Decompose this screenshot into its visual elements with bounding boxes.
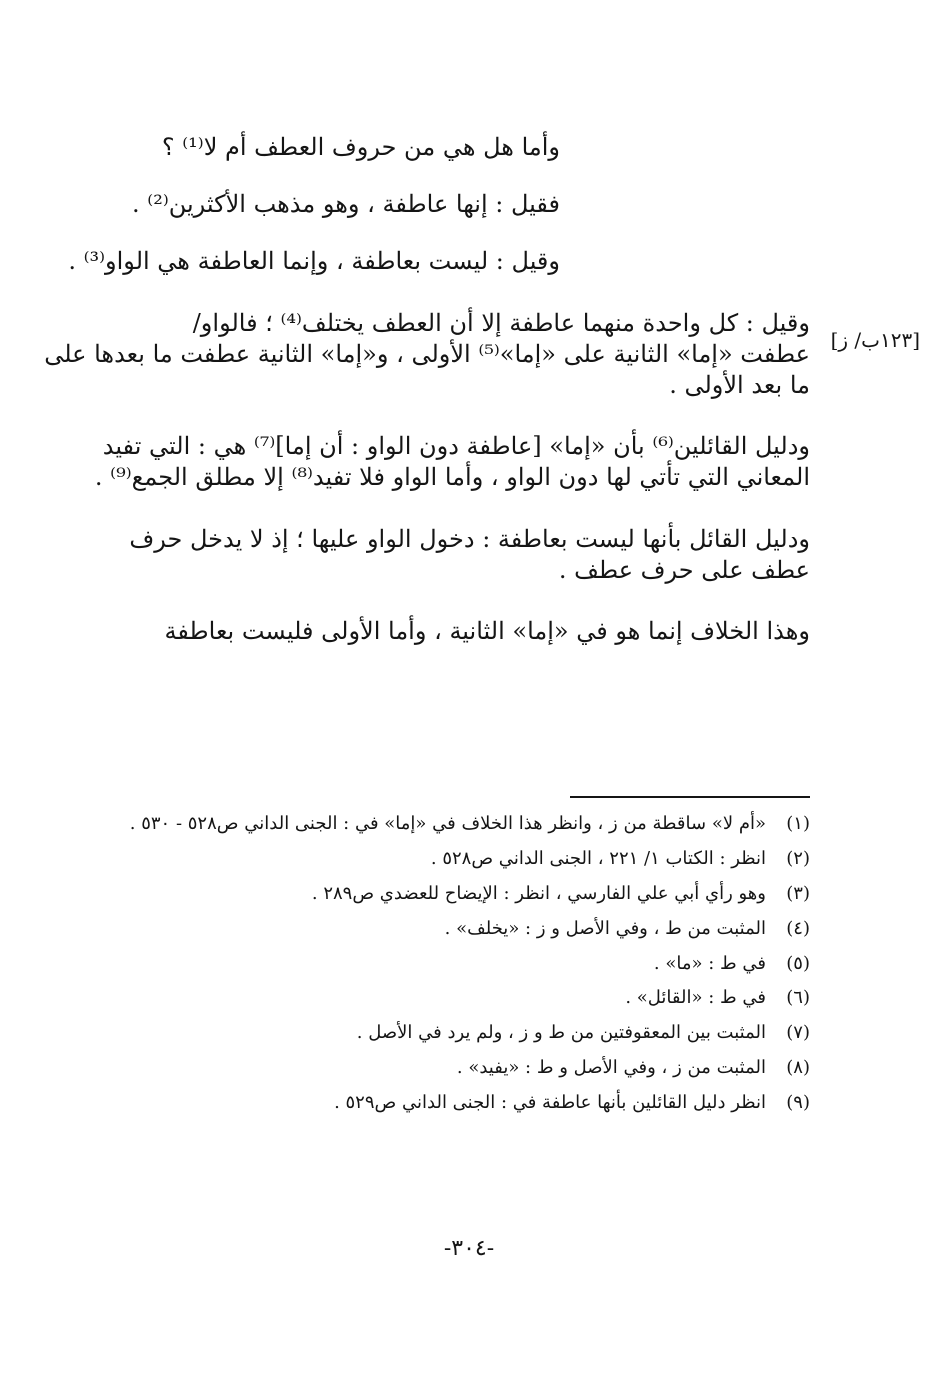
footnote-number: (٥) (786, 952, 810, 974)
paragraph-gap (104, 401, 810, 431)
text-line: وقيل : كل واحدة منهما عاطفة إلا أن العطف يختلف⁽⁴⁾ ؛ فالواو/ (192, 308, 810, 337)
footnote-item (102, 950, 810, 978)
paragraph-6 (104, 524, 810, 586)
footnote-item (102, 915, 810, 943)
text-line: فقيل : إنها عاطفة ، وهو مذهب الأكثرين⁽²⁾ . (132, 190, 560, 219)
footnote-text: وهو رأي أبي علي الفارسي ، انظر : الإيضاح للعضدي ص٢٨٩ . (311, 882, 766, 904)
footnote-number: (٤) (786, 917, 810, 939)
main-text (44, 132, 810, 647)
footnote-text: انظر : الكتاب ١/ ٢٢١ ، الجنى الداني ص٥٢٨ . (430, 847, 766, 869)
footnote-number: (٦) (786, 987, 810, 1009)
footnote-item (102, 1089, 810, 1117)
footnote-number: (٩) (786, 1092, 810, 1114)
footnote-number: (٢) (786, 847, 810, 869)
paragraph-gap (104, 220, 810, 246)
text-line: ودليل القائل بأنها ليست بعاطفة : دخول الواو عليها ؛ إذ لا يدخل حرف (129, 524, 810, 553)
footnote-text: في ط : «ما» . (653, 952, 766, 974)
paragraph-2 (104, 189, 560, 220)
text-line: وقيل : ليست بعاطفة ، وإنما العاطفة هي الواو⁽³⁾ . (68, 247, 560, 276)
footnote-number: (٣) (786, 882, 810, 904)
text-line: وهذا الخلاف إنما هو في «إما» الثانية ، وأما الأولى فليست بعاطفة (164, 616, 810, 645)
footnotes (102, 810, 810, 1124)
paragraph-gap (104, 278, 810, 308)
footnote-item (102, 880, 810, 908)
footnote-text: المثبت بين المعقوفتين من ط و ز ، ولم يرد في الأصل . (356, 1022, 766, 1044)
paragraph-gap (104, 494, 810, 524)
footnote-item (102, 1019, 810, 1047)
paragraph-5 (94, 431, 810, 493)
text-line: عطف على حرف عطف . (558, 555, 810, 584)
text-line: ما بعد الأولى . (669, 370, 810, 399)
footnote-text: في ط : «القائل» . (625, 987, 766, 1009)
footnote-item (102, 984, 810, 1012)
text-line: ودليل القائلين⁽⁶⁾ بأن «إما» [عاطفة دون الواو : أن إما]⁽⁷⁾ هي : التي تفيد (102, 432, 810, 461)
footnote-item (102, 810, 810, 838)
footnote-number: (٧) (786, 1022, 810, 1044)
footnote-text: المثبت من ز ، وفي الأصل و ط : «يفيد» . (456, 1057, 766, 1079)
text-line: وأما هل هي من حروف العطف أم لا⁽¹⁾ ؟ (161, 133, 560, 161)
footnote-separator (570, 796, 810, 798)
footnote-text: انظر دليل القائلين بأنها عاطفة في : الجنى الداني ص٥٢٩ . (334, 1092, 766, 1114)
paragraph-7 (104, 616, 810, 647)
paragraph-1 (104, 132, 560, 163)
text-line: المعاني التي تأتي لها دون الواو ، وأما الواو فلا تفيد⁽⁸⁾ إلا مطلق الجمع⁽⁹⁾ . (94, 463, 810, 492)
paragraph-gap (104, 163, 810, 189)
page-number: -٣٠٤- (443, 1236, 495, 1261)
footnote-text: «أم لا» ساقطة من ز ، وانظر هذا الخلاف في «إما» في : الجنى الداني ص٥٢٨ - ٥٣٠ . (129, 813, 766, 834)
footnote-item (102, 1054, 810, 1082)
paragraph-gap (104, 586, 810, 616)
paragraph-3 (68, 246, 560, 277)
footnote-number: (١) (786, 813, 810, 834)
footnote-text: المثبت من ط ، وفي الأصل و ز : «يخلف» . (444, 917, 766, 939)
text-line: عطفت «إما» الثانية على «إما»⁽⁵⁾ الأولى ، و«إما» الثانية عطفت ما بعدها على (44, 339, 810, 368)
footnote-item (102, 845, 810, 873)
margin-folio-note: [١٢٣ب/ ز] (830, 328, 920, 352)
paragraph-4 (44, 308, 810, 402)
footnote-number: (٨) (786, 1057, 810, 1079)
